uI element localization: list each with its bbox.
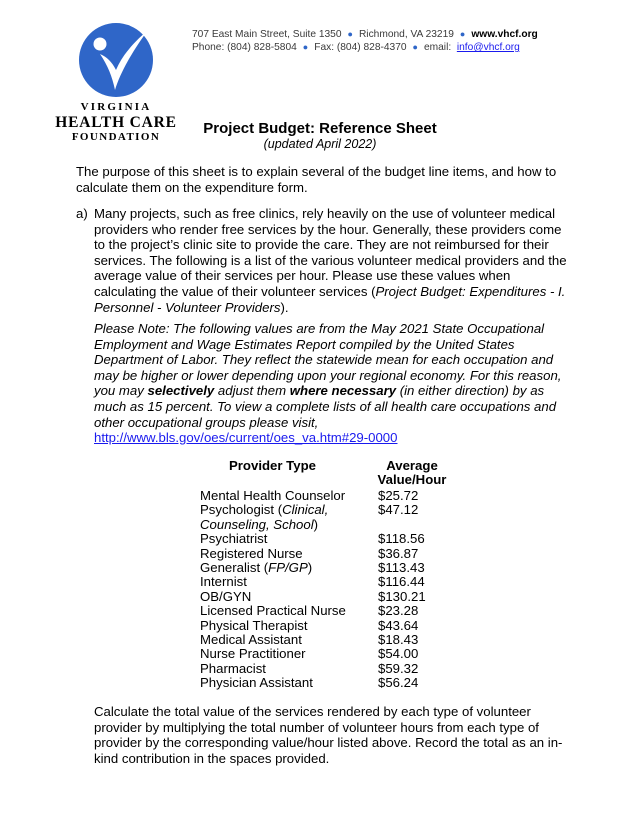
provider-type-italic: Clinical, [282, 502, 329, 518]
provider-type: Physical Therapist [200, 617, 308, 633]
provider-type-pre: Generalist ( [200, 559, 269, 575]
provider-type: OB/GYN [200, 588, 252, 604]
provider-value: $23.28 [378, 603, 419, 619]
contact-info [192, 28, 538, 54]
provider-type: Internist [200, 574, 247, 590]
intro-paragraph: The purpose of this sheet is to explain several of the budget line items, and how to calculate them on the expenditure form. [76, 164, 557, 195]
col-average-value-header: Average Value/Hour [377, 458, 447, 488]
provider-value: $36.87 [378, 545, 419, 561]
provider-value: $56.24 [378, 675, 419, 691]
fax: Fax: (804) 828-4370 [314, 42, 407, 53]
address: 707 East Main Street, Suite 1350 [192, 29, 342, 40]
provider-type: Licensed Practical Nurse [200, 603, 346, 619]
provider-type-pre: Psychologist ( [200, 502, 283, 518]
provider-value: $113.43 [378, 559, 425, 575]
provider-type: Nurse Practitioner [200, 646, 306, 662]
logo-line-3: FOUNDATION [71, 130, 161, 143]
item-a-text: Many projects, such as free clinics, rely heavily on the use of volunteer medical providers who render free services by the hour. Generally, these providers come to the project’s clinic site to provide the care. They are not reimbursed for their services. The following is a list of the various volunteer medical providers and the average value of their services per hour. Please use these values when calculating the value of their volunteer services ( [94, 206, 567, 299]
calculation-paragraph: Calculate the total value of the services rendered by each type of volunteer provider by multiplying the total number of volunteer hours from each type of provider by the corresponding value/hour listed above. Record the total as an in-kind contribution in the spaces provided. [94, 704, 563, 766]
note-bold-1: selectively [147, 383, 215, 399]
note-paragraph [94, 321, 564, 446]
item-a-reference: Project Budget: Expenditures - I. Personnel - Volunteer Providers [94, 283, 566, 315]
provider-type-italic-2: Counseling, School [200, 516, 314, 532]
vhcf-logo [52, 18, 180, 143]
provider-value: $54.00 [378, 646, 419, 662]
provider-type-post: ) [307, 559, 313, 575]
provider-type [200, 503, 328, 532]
provider-type: Registered Nurse [200, 545, 303, 561]
item-a-paragraph [94, 206, 570, 315]
bullet-icon: ● [302, 42, 309, 52]
page-title: Project Budget: Reference Sheet [203, 120, 437, 137]
provider-type-post: ) [313, 516, 319, 532]
provider-type: Psychiatrist [200, 531, 268, 547]
provider-type [200, 561, 312, 575]
item-a-marker: a) [76, 206, 88, 221]
bullet-icon: ● [412, 42, 418, 52]
page-subtitle: (updated April 2022) [263, 137, 377, 151]
provider-value: $18.43 [378, 631, 419, 647]
provider-value: $59.32 [378, 660, 419, 676]
bls-link[interactable]: http://www.bls.gov/oes/current/oes_va.htm#29-0000 [94, 430, 398, 446]
note-bold-2: where necessary [289, 383, 397, 399]
provider-value: $25.72 [378, 488, 419, 503]
note-text-3: (in either direction) by as much as 15 percent. To view a complete lists of all health care occupations and other occupational groups please visit, [94, 383, 557, 430]
city: Richmond, VA 23219 [358, 29, 454, 40]
provider-type: Pharmacist [200, 660, 266, 676]
col-provider-type-header: Provider Type [229, 458, 316, 473]
provider-value: $116.44 [378, 574, 425, 590]
provider-value: $43.64 [378, 617, 419, 633]
provider-value: $130.21 [378, 588, 426, 604]
bullet-icon: ● [459, 29, 466, 39]
provider-type: Medical Assistant [200, 631, 302, 647]
provider-value: $47.12 [378, 502, 419, 518]
contact-line-1 [192, 28, 538, 41]
email-label: email: [423, 42, 452, 53]
provider-type: Physician Assistant [200, 675, 313, 691]
logo-figure-icon [70, 18, 162, 100]
note-text-2: adjust them [214, 383, 290, 399]
logo-line-1: VIRGINIA [80, 101, 152, 113]
provider-type: Mental Health Counselor [200, 488, 346, 503]
provider-type-italic: FP/GP [268, 559, 308, 575]
bullet-icon: ● [347, 29, 353, 39]
provider-value: $118.56 [378, 531, 425, 547]
email-link[interactable]: info@vhcf.org [456, 42, 520, 53]
note-text-1: Please Note: The following values are from the May 2021 State Occupational Employment and Wage Estimates Report compiled by the United States Department of Labor. They reflect the statewide mean for each occupation and may be higher or lower depending upon your regional economy. For this reason, you may [94, 321, 562, 399]
contact-line-2 [192, 41, 538, 54]
phone: Phone: (804) 828-5804 [192, 42, 297, 53]
logo-line-2: HEALTH CARE [55, 114, 177, 131]
website-link[interactable]: www.vhcf.org [471, 29, 538, 40]
item-a-end: ). [280, 299, 289, 315]
